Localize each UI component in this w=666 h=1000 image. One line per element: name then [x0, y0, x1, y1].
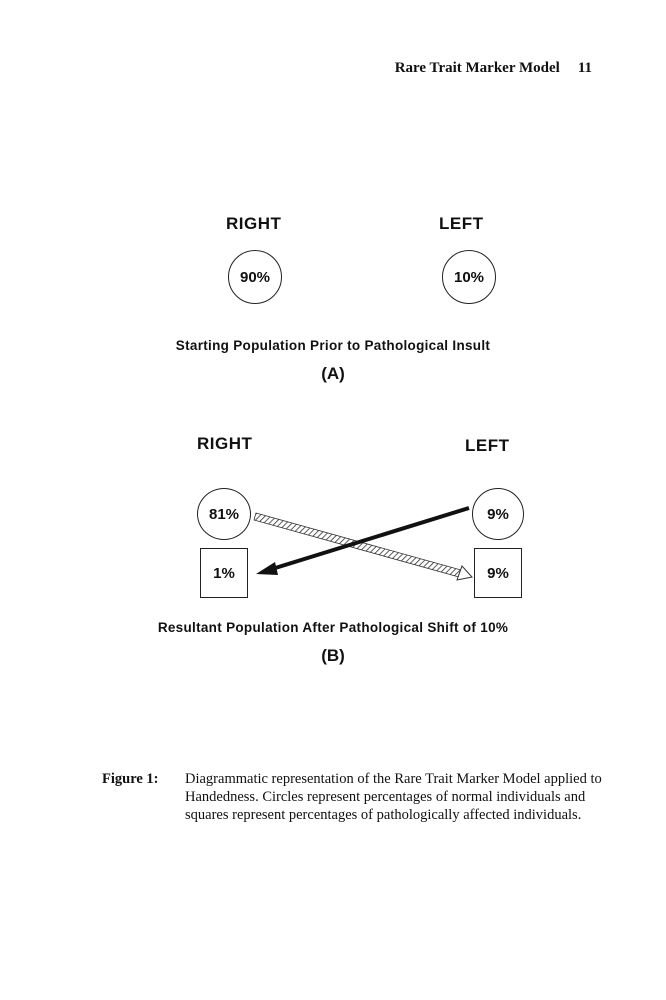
panel-a-letter: (A)	[321, 364, 345, 383]
panel-b-left-label: LEFT	[465, 436, 510, 455]
right-to-left-shift-arrow	[254, 513, 472, 580]
panel-b-right-normal-circle: 81%	[197, 488, 251, 540]
left-to-right-shift-arrow	[256, 508, 469, 575]
panel-a-right-label: RIGHT	[226, 214, 282, 233]
panel-b-letter: (B)	[321, 646, 345, 665]
panel-b-left-normal-circle: 9%	[472, 488, 524, 540]
panel-b-caption: Resultant Population After Pathological Shift of 10%	[157, 620, 509, 635]
panel-b-left-affected-square: 9%	[474, 548, 522, 598]
figure-caption-text: Diagrammatic representation of the Rare Trait Marker Model applied to Handedness. Circles represent percentages of normal individuals and squares represent percentages of pathologically affected individuals.	[185, 771, 602, 823]
panel-b-right-label: RIGHT	[197, 434, 253, 453]
page-number: 11	[577, 60, 592, 76]
running-head	[395, 60, 592, 77]
figure-label: Figure 1:	[102, 771, 159, 787]
panel-a-caption: Starting Population Prior to Pathological Insult	[175, 338, 491, 353]
panel-a-left-label: LEFT	[439, 214, 484, 233]
panel-a-right-normal-circle: 90%	[228, 250, 282, 304]
panel-a-left-normal-circle: 10%	[442, 250, 496, 304]
running-head-title: Rare Trait Marker Model	[394, 60, 560, 76]
panel-b-right-affected-square: 1%	[200, 548, 248, 598]
figure-caption	[102, 770, 602, 824]
